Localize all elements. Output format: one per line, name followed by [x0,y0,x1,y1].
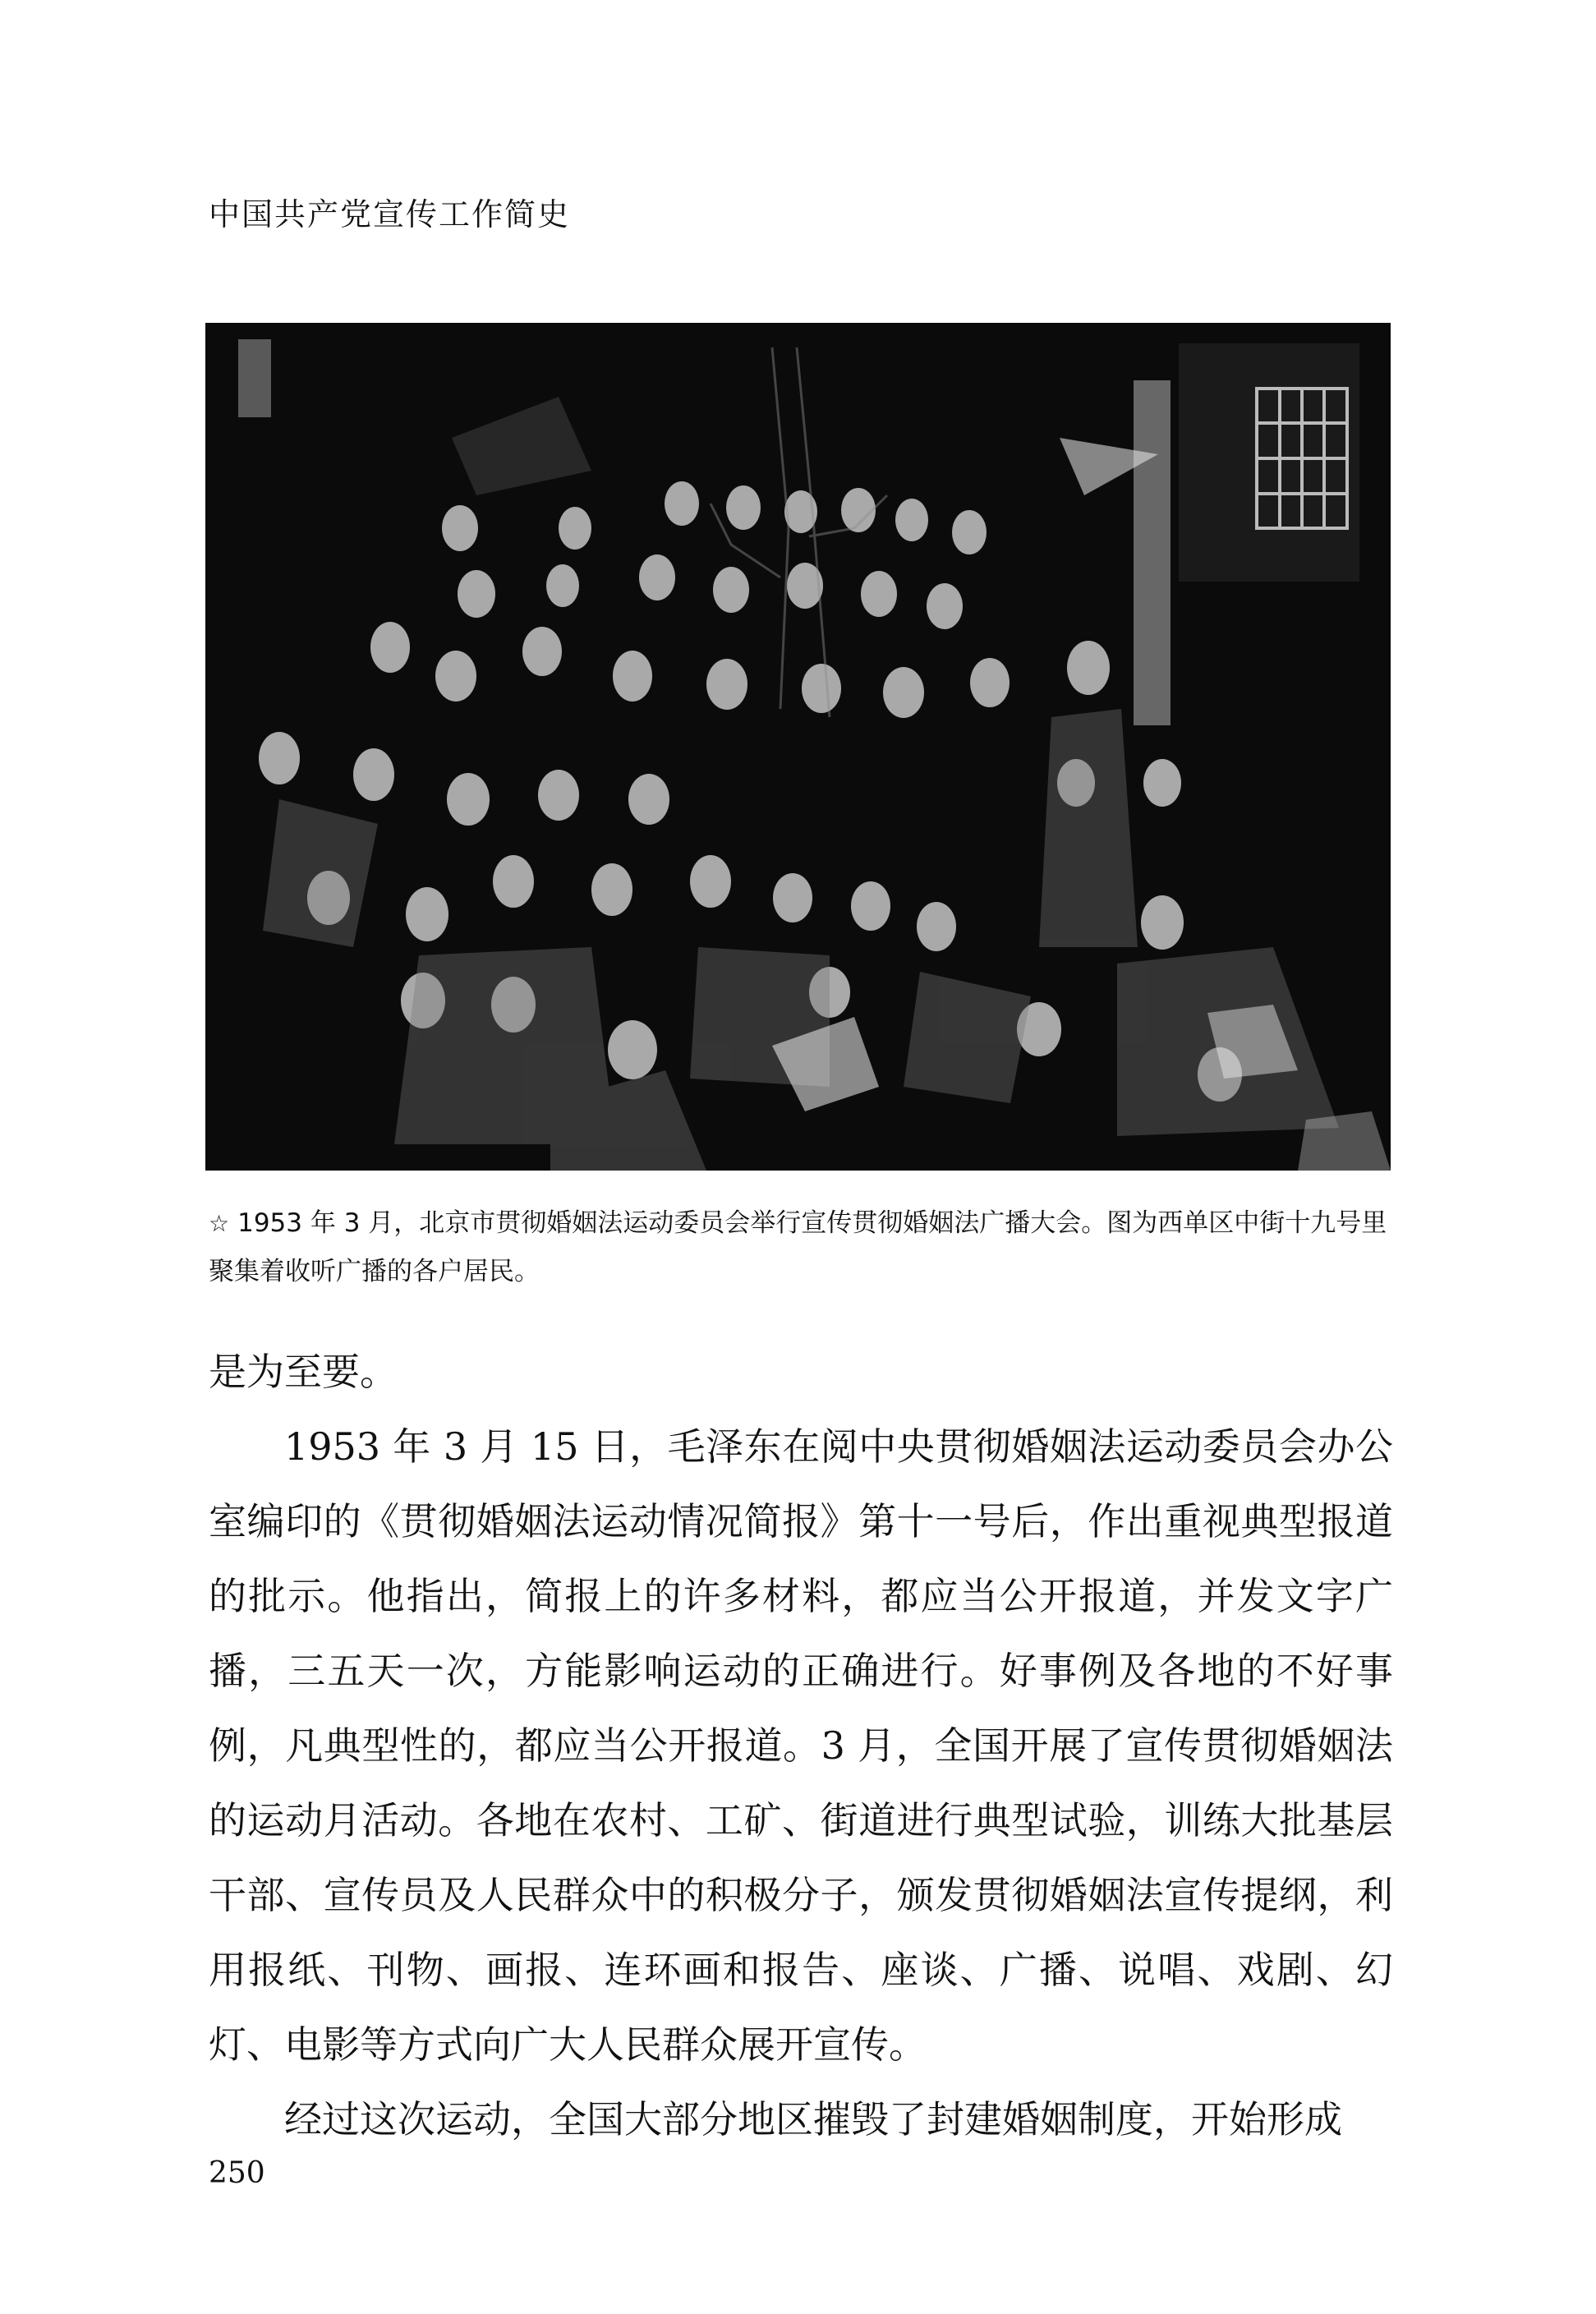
historical-photo [205,323,1391,1171]
page-number: 250 [209,2156,265,2190]
paragraph-mao-instruction: 1953 年 3 月 15 日，毛泽东在阅中央贯彻婚姻法运动委员会办公室编印的《贯彻婚姻法运动情况简报》第十一号后，作出重视典型报道的批示。他指出，简报上的许多材料，都应当公开报道，并发文字广播，三五天一次，方能影响运动的正确进行。好事例及各地的不好事例，凡典型性的，都应当公开报道。3 月，全国开展了宣传贯彻婚姻法的运动月活动。各地在农村、工矿、街道进行典型试验，训练大批基层干部、宣传员及人民群众中的积极分子，颁发贯彻婚姻法宣传提纲，利用报纸、刊物、画报、连环画和报告、座谈、广播、说唱、戏剧、幻灯、电影等方式向广大人民群众展开宣传。 [209,1424,1393,2067]
main-text [209,1335,1393,2157]
running-title: 中国共产党宣传工作简史 [209,196,571,232]
paragraph-campaign-result: 经过这次运动，全国大部分地区摧毁了封建婚姻制度，开始形成 [284,2097,1342,2141]
paragraph-continuation: 是为至要。 [209,1350,398,1394]
photo-caption [209,1199,1391,1295]
star-icon: ☆ [209,1210,230,1237]
caption-text: 1953 年 3 月，北京市贯彻婚姻法运动委员会举行宣传贯彻婚姻法广播大会。图为西单区中街十九号里聚集着收听广播的各户居民。 [209,1208,1387,1286]
crowd-photo-illustration [205,323,1391,1171]
